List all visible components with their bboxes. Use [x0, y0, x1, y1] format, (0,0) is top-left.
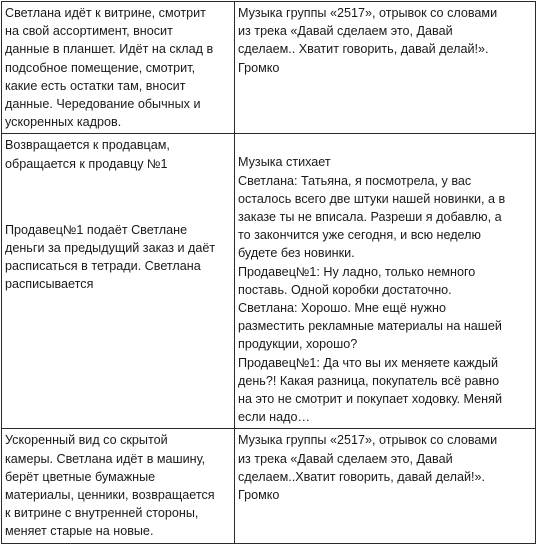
action-cell — [2, 2, 235, 134]
action-cell — [2, 429, 235, 543]
dialogue-line: Светлана: Татьяна, я посмотрела, у вас осталось всего две штуки нашей новинки, а в заказе ты не вписала. Разреши я добавлю, а то закончится уже сегодня, и всю неделю будете без новинки. — [238, 173, 506, 261]
spacer — [5, 173, 231, 221]
table-row — [2, 134, 536, 429]
action-text: Продавец№1 подаёт Светлане деньги за предыдущий заказ и даёт расписаться в тетради. Светлана расписывается — [5, 222, 216, 292]
action-text: Светлана идёт к витрине, смотрит на свой ассортимент, вносит данные в планшет. Идёт на склад в подсобное помещение, смотрит, какие есть остатки там, вносит данные. Чередование обычных и ускоренных кадров. — [5, 6, 214, 130]
audio-dialogue-cell — [235, 429, 536, 543]
table-row — [2, 2, 536, 134]
action-text: Ускоренный вид со скрытой камеры. Светлана идёт в машину, берёт цветные бумажные материалы, ценники, возвращается к витрине с внутренней стороны, меняет старые на новые. — [5, 433, 215, 539]
action-cell — [2, 134, 235, 429]
music-note: Музыка стихает — [238, 155, 331, 170]
script-table — [1, 1, 536, 544]
spacer — [238, 136, 532, 153]
dialogue-line: Светлана: Хорошо. Мне ещё нужно разместить рекламные материалы на нашей продукции, хорошо? — [238, 301, 502, 352]
dialogue-line: Продавец№1: Ну ладно, только немного поставь. Одной коробки достаточно. — [238, 264, 476, 297]
music-note: Музыка группы «2517», отрывок со словами из трека «Давай сделаем это, Давай сделаем..Хватит говорить, давай делай!». Громко — [238, 433, 498, 503]
dialogue-line: Продавец№1: Да что вы их меняете каждый день?! Какая разница, покупатель всё равно на это не смотрит и покупает ходовку. Меняй если надо… — [238, 355, 502, 425]
table-row — [2, 429, 536, 543]
audio-dialogue-cell — [235, 2, 536, 134]
music-note: Музыка группы «2517», отрывок со словами из трека «Давай сделаем это, Давай сделаем.. Хватит говорить, давай делай!». Громко — [238, 6, 498, 75]
action-text: Возвращается к продавцам, обращается к продавцу №1 — [5, 138, 170, 171]
audio-dialogue-cell — [235, 134, 536, 429]
